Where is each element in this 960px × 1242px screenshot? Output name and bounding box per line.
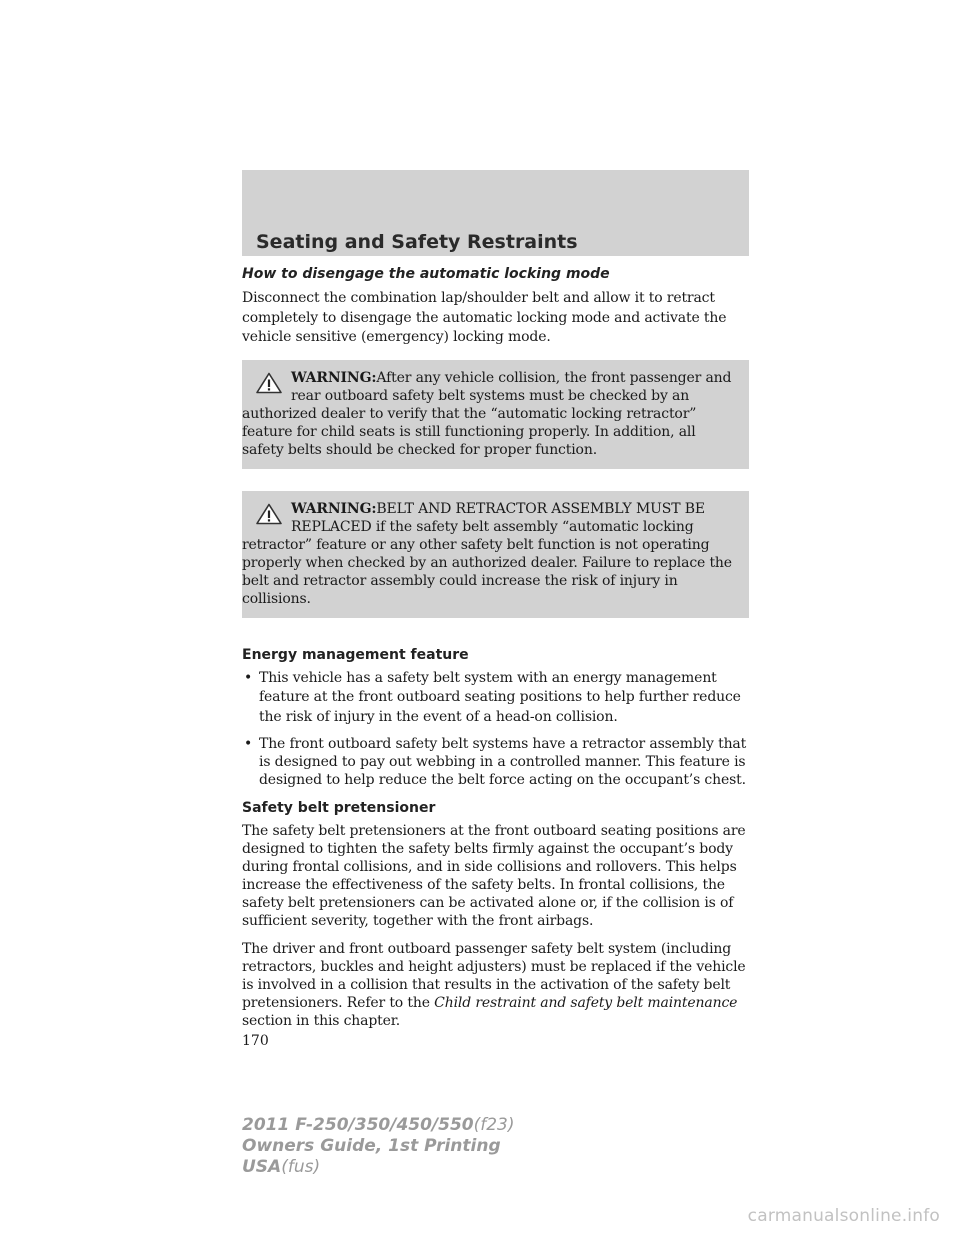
footer-model-code: (f23) <box>473 1115 515 1135</box>
heading-disengage: How to disengage the automatic locking mode <box>242 266 610 282</box>
warning-text-rest: authorized dealer to verify that the “automatic locking retractor” feature for child seats is still functioning properly. In addition, all safety belts should be checked for proper function. <box>242 405 697 458</box>
footer-region: USA <box>242 1157 282 1177</box>
warning-box-collision <box>242 360 749 469</box>
footer-model: 2011 F-250/350/450/550 <box>242 1115 474 1135</box>
paragraph-pretensioner: The safety belt pretensioners at the front outboard seating positions are designed to tighten the safety belts firmly against the occupant’s body during frontal collisions, and in side collisions and rollovers. This helps increase the effectiveness of the safety belts. In frontal collisions, the safety belt pretensioners can be activated alone or, if the collision is of sufficient severity, together with the front airbags. <box>242 823 746 929</box>
page-title: Seating and Safety Restraints <box>256 231 578 253</box>
page-number: 170 <box>242 1033 269 1049</box>
footer-region-code: (fus) <box>281 1157 321 1177</box>
document-footer <box>242 1115 515 1178</box>
warning-triangle-icon <box>256 372 282 394</box>
paragraph-replacement: The driver and front outboard passenger safety belt system (including retractors, buckles and height adjusters) must be replaced if the vehicle is involved in a collision that results in the activation of the safety belt pretensioners. Refer to the Child restraint and safety belt maintenance section in this chapter. <box>242 941 746 1029</box>
warning-text-start: After any vehicle collision, the front passenger and rear outboard safety belt systems must be checked by an <box>291 369 732 404</box>
section-reference-link: Child restraint and safety belt maintenance <box>434 995 738 1011</box>
list-item: • This vehicle has a safety belt system with an energy management feature at the front outboard seating positions to help further reduce the risk of injury in the event of a head-on collision. <box>242 669 749 728</box>
warning-triangle-icon <box>256 503 282 525</box>
warning-label: WARNING: <box>291 369 377 386</box>
watermark: carmanualsonline.info <box>747 1206 940 1226</box>
page-content <box>242 265 749 1050</box>
footer-guide: Owners Guide, 1st Printing <box>242 1136 501 1156</box>
energy-management-list <box>242 669 749 790</box>
heading-pretensioner: Safety belt pretensioner <box>242 800 436 816</box>
warning-text-rest: retractor” feature or any other safety belt function is not operating properly when checked by an authorized dealer. Failure to replace the belt and retractor assembly could increase the risk of injury in collisions. <box>242 536 732 607</box>
warning-text-start: BELT AND RETRACTOR ASSEMBLY MUST BE REPLACED if the safety belt assembly “automatic locking <box>291 500 705 535</box>
section-header <box>242 170 749 256</box>
warning-box-retractor <box>242 491 749 618</box>
list-item: • The front outboard safety belt systems have a retractor assembly that is designed to pay out webbing in a controlled manner. This feature is designed to help reduce the belt force acting on the occupant’s chest. <box>242 735 749 789</box>
paragraph-disengage: Disconnect the combination lap/shoulder belt and allow it to retract completely to disengage the automatic locking mode and activate the vehicle sensitive (emergency) locking mode. <box>242 290 727 345</box>
heading-energy-management: Energy management feature <box>242 646 469 663</box>
warning-label: WARNING: <box>291 500 377 517</box>
